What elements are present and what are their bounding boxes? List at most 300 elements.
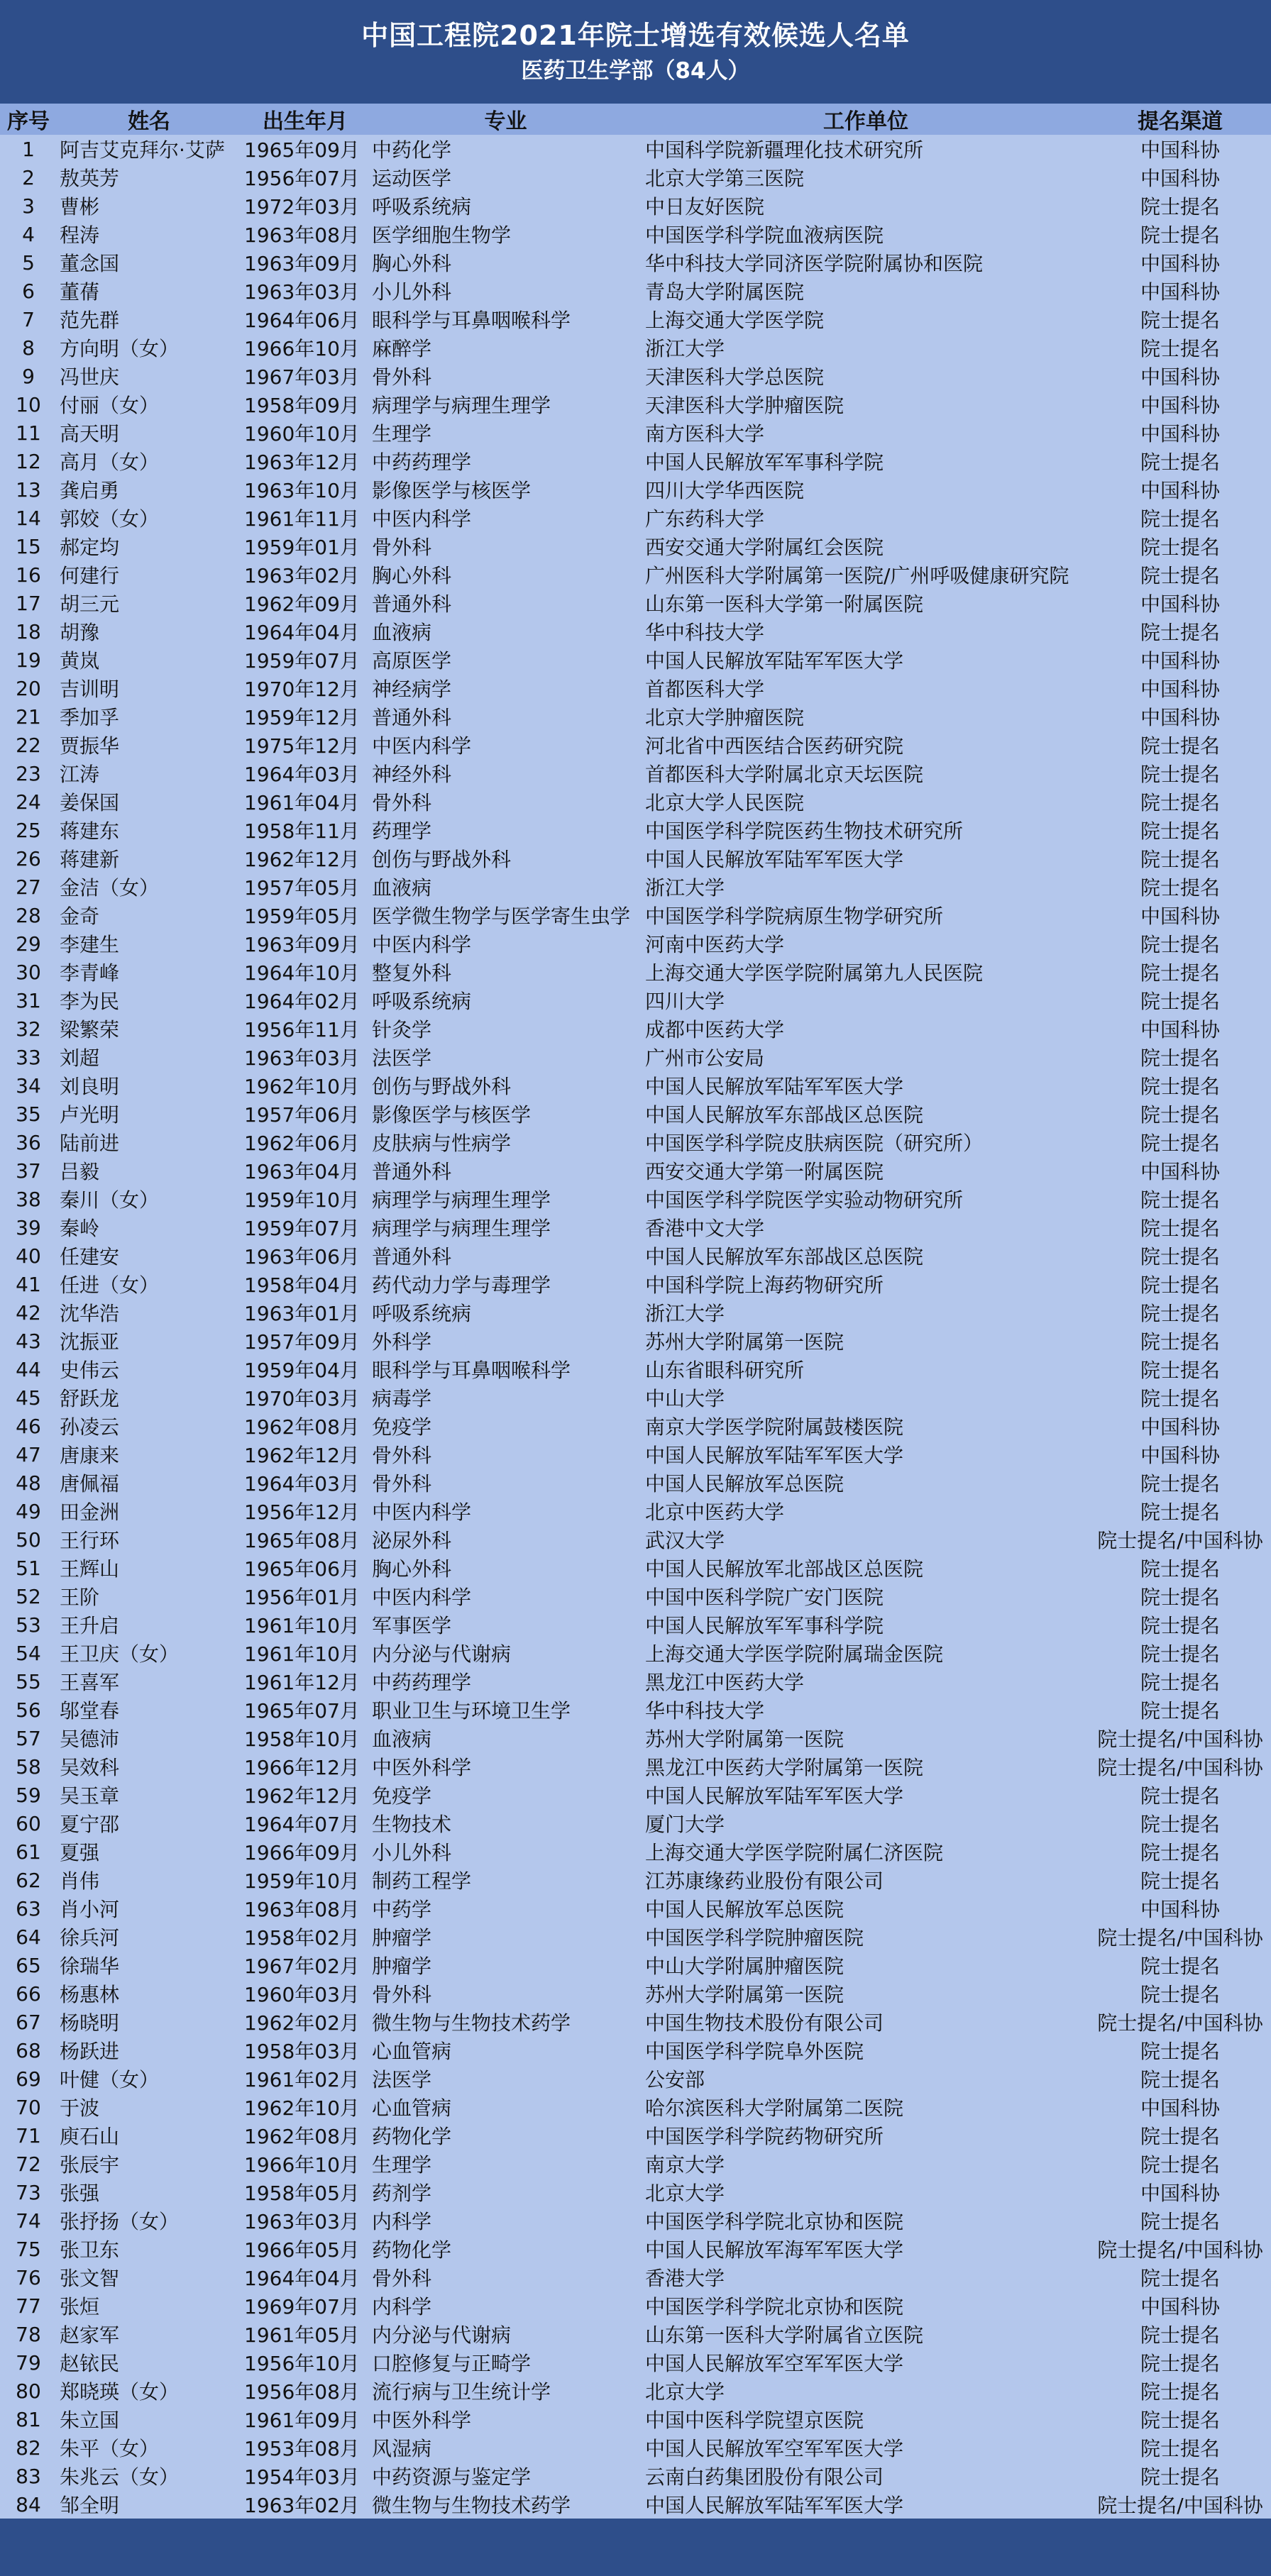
row-number: 71 — [16, 2123, 41, 2147]
row-number: 41 — [16, 1272, 41, 1296]
table-row — [0, 1837, 1271, 1866]
birth-date: 1961年11月 — [244, 507, 360, 531]
table-row — [0, 1752, 1271, 1781]
workplace: 中山大学附属肿瘤医院 — [645, 1955, 844, 1978]
birth-date: 1958年02月 — [244, 1926, 360, 1950]
workplace: 广州医科大学附属第一医院/广州呼吸健康研究院 — [645, 564, 1069, 587]
workplace: 北京大学肿瘤医院 — [645, 706, 805, 729]
row-number: 57 — [16, 1726, 41, 1750]
column-header-channel: 提名渠道 — [1138, 109, 1223, 134]
candidate-name: 黄岚 — [60, 649, 100, 673]
major: 眼科学与耳鼻咽喉科学 — [372, 1359, 571, 1382]
major: 小儿外科 — [372, 280, 452, 304]
workplace: 上海交通大学医学院附属第九人民医院 — [645, 961, 984, 985]
nomination-channel: 院士提名 — [1140, 961, 1220, 985]
nomination-channel: 院士提名 — [1140, 536, 1220, 559]
nomination-channel: 院士提名 — [1140, 1472, 1220, 1496]
candidate-name: 李为民 — [60, 990, 120, 1013]
workplace: 天津医科大学肿瘤医院 — [645, 394, 844, 417]
page-header — [0, 0, 1271, 104]
workplace: 华中科技大学 — [645, 621, 765, 644]
candidate-name: 梁繁荣 — [60, 1018, 120, 1041]
workplace: 北京大学 — [645, 2380, 725, 2404]
nomination-channel: 院士提名 — [1140, 2210, 1220, 2233]
candidate-name: 贾振华 — [60, 734, 120, 758]
table-row — [0, 1298, 1271, 1327]
nomination-channel: 院士提名 — [1140, 450, 1220, 474]
candidate-name: 庾石山 — [60, 2125, 120, 2148]
major: 免疫学 — [372, 1415, 432, 1439]
workplace: 北京大学 — [645, 2182, 725, 2205]
candidate-name: 杨晓明 — [60, 2011, 120, 2035]
birth-date: 1963年03月 — [244, 1046, 360, 1070]
nomination-channel: 院士提名 — [1140, 1217, 1220, 1240]
birth-date: 1958年03月 — [244, 2040, 360, 2063]
row-number: 37 — [16, 1159, 41, 1183]
nomination-channel: 院士提名 — [1140, 2153, 1220, 2177]
birth-date: 1959年12月 — [244, 706, 360, 729]
candidate-name: 吴玉章 — [60, 1784, 120, 1808]
nomination-channel: 院士提名 — [1140, 876, 1220, 900]
workplace: 中国人民解放军陆军军医大学 — [645, 1784, 904, 1808]
birth-date: 1962年02月 — [244, 2011, 360, 2035]
birth-date: 1959年07月 — [244, 1217, 360, 1240]
row-number: 52 — [16, 1584, 41, 1608]
workplace: 中国生物技术股份有限公司 — [645, 2011, 884, 2035]
birth-date: 1957年09月 — [244, 1330, 360, 1354]
table-row — [0, 532, 1271, 560]
row-number: 33 — [16, 1045, 41, 1069]
candidate-name: 李建生 — [60, 933, 120, 956]
nomination-channel: 中国科协 — [1140, 905, 1220, 928]
workplace: 南方医科大学 — [645, 422, 765, 446]
candidate-name: 夏宁邵 — [60, 1813, 120, 1836]
nomination-channel: 院士提名 — [1140, 1869, 1220, 1893]
candidate-name: 田金洲 — [60, 1500, 120, 1524]
major: 呼吸系统病 — [372, 990, 472, 1013]
major: 免疫学 — [372, 1784, 432, 1808]
birth-date: 1966年05月 — [244, 2238, 360, 2262]
row-number: 44 — [16, 1357, 41, 1381]
candidate-name: 蒋建东 — [60, 819, 120, 843]
major: 中医内科学 — [372, 1500, 472, 1524]
major: 制药工程学 — [372, 1869, 472, 1893]
table-row — [0, 2008, 1271, 2036]
birth-date: 1959年04月 — [244, 1359, 360, 1382]
candidate-name: 刘超 — [60, 1046, 100, 1070]
candidate-name: 姜保国 — [60, 791, 120, 814]
nomination-channel: 院士提名 — [1140, 1671, 1220, 1694]
candidate-name: 王辉山 — [60, 1557, 120, 1581]
workplace: 华中科技大学 — [645, 1699, 765, 1723]
major: 外科学 — [372, 1330, 432, 1354]
row-number: 24 — [16, 790, 41, 814]
row-number: 26 — [16, 846, 41, 870]
table-row — [0, 2121, 1271, 2150]
major: 内科学 — [372, 2295, 432, 2318]
workplace: 首都医科大学 — [645, 678, 765, 701]
workplace: 中国医学科学院皮肤病医院（研究所） — [645, 1132, 984, 1155]
table-row — [0, 1213, 1271, 1242]
workplace: 中日友好医院 — [645, 195, 765, 219]
major: 胸心外科 — [372, 1557, 452, 1581]
candidate-name: 刘良明 — [60, 1075, 120, 1098]
major: 整复外科 — [372, 961, 452, 985]
candidate-name: 王喜军 — [60, 1671, 120, 1694]
candidate-name: 唐康来 — [60, 1444, 120, 1467]
table-row — [0, 2093, 1271, 2121]
candidate-name: 范先群 — [60, 309, 120, 332]
birth-date: 1964年10月 — [244, 961, 360, 985]
workplace: 西安交通大学附属红会医院 — [645, 536, 884, 559]
table-row — [0, 192, 1271, 220]
birth-date: 1961年04月 — [244, 791, 360, 814]
workplace: 黑龙江中医药大学附属第一医院 — [645, 1756, 924, 1779]
workplace: 上海交通大学医学院 — [645, 309, 825, 332]
workplace: 中国医学科学院北京协和医院 — [645, 2295, 904, 2318]
row-number: 74 — [16, 2209, 41, 2233]
candidate-name: 朱兆云（女） — [60, 2465, 180, 2489]
candidate-name: 于波 — [60, 2096, 100, 2120]
nomination-channel: 中国科协 — [1140, 1415, 1220, 1439]
row-number: 64 — [16, 1925, 41, 1949]
major: 心血管病 — [372, 2096, 452, 2120]
table-row — [0, 2178, 1271, 2206]
workplace: 西安交通大学第一附属医院 — [645, 1160, 884, 1183]
table-row — [0, 2377, 1271, 2405]
table-row — [0, 2462, 1271, 2490]
nomination-channel: 院士提名/中国科协 — [1097, 2011, 1263, 2035]
birth-date: 1964年04月 — [244, 2267, 360, 2290]
workplace: 香港大学 — [645, 2267, 725, 2290]
workplace: 中国人民解放军陆军军医大学 — [645, 2494, 904, 2517]
page-footer — [0, 2519, 1271, 2576]
workplace: 中国医学科学院医药生物技术研究所 — [645, 819, 964, 843]
major: 骨外科 — [372, 1444, 432, 1467]
workplace: 河北省中西医结合医药研究院 — [645, 734, 904, 758]
workplace: 浙江大学 — [645, 876, 725, 900]
candidate-name: 任建安 — [60, 1245, 120, 1268]
workplace: 四川大学 — [645, 990, 725, 1013]
workplace: 中国医学科学院药物研究所 — [645, 2125, 884, 2148]
row-number: 17 — [16, 591, 41, 615]
workplace: 山东省眼科研究所 — [645, 1359, 805, 1382]
nomination-channel: 院士提名 — [1140, 1359, 1220, 1382]
major: 流行病与卫生统计学 — [372, 2380, 551, 2404]
major: 骨外科 — [372, 536, 432, 559]
workplace: 中国医学科学院北京协和医院 — [645, 2210, 904, 2233]
major: 皮肤病与性病学 — [372, 1132, 512, 1155]
workplace: 中国医学科学院阜外医院 — [645, 2040, 864, 2063]
workplace: 青岛大学附属医院 — [645, 280, 805, 304]
row-number: 21 — [16, 704, 41, 729]
table-row — [0, 2405, 1271, 2433]
table-row — [0, 1525, 1271, 1554]
birth-date: 1961年02月 — [244, 2068, 360, 2091]
birth-date: 1961年12月 — [244, 1671, 360, 1694]
candidate-name: 吉训明 — [60, 678, 120, 701]
major: 中药资源与鉴定学 — [372, 2465, 532, 2489]
birth-date: 1958年04月 — [244, 1273, 360, 1297]
nomination-channel: 院士提名 — [1140, 2323, 1220, 2347]
birth-date: 1964年03月 — [244, 1472, 360, 1496]
nomination-channel: 院士提名 — [1140, 2465, 1220, 2489]
candidate-name: 吴效科 — [60, 1756, 120, 1779]
nomination-channel: 院士提名 — [1140, 1955, 1220, 1978]
nomination-channel: 院士提名 — [1140, 195, 1220, 219]
birth-date: 1954年03月 — [244, 2465, 360, 2489]
candidate-table-body — [0, 135, 1271, 2519]
major: 中药药理学 — [372, 450, 472, 474]
workplace: 苏州大学附属第一医院 — [645, 1330, 844, 1354]
birth-date: 1960年10月 — [244, 422, 360, 446]
table-row — [0, 362, 1271, 390]
nomination-channel: 院士提名 — [1140, 763, 1220, 786]
birth-date: 1963年02月 — [244, 564, 360, 587]
table-row — [0, 1866, 1271, 1894]
row-number: 62 — [16, 1868, 41, 1892]
birth-date: 1953年08月 — [244, 2437, 360, 2460]
candidate-name: 胡三元 — [60, 592, 120, 616]
workplace: 云南白药集团股份有限公司 — [645, 2465, 884, 2489]
nomination-channel: 院士提名 — [1140, 1273, 1220, 1297]
candidate-name: 董蒨 — [60, 280, 100, 304]
candidate-name: 蒋建新 — [60, 848, 120, 871]
table-row — [0, 929, 1271, 958]
workplace: 公安部 — [645, 2068, 705, 2091]
birth-date: 1958年11月 — [244, 819, 360, 843]
workplace: 天津医科大学总医院 — [645, 365, 825, 389]
workplace: 北京大学第三医院 — [645, 167, 805, 190]
workplace: 武汉大学 — [645, 1529, 725, 1552]
row-number: 3 — [22, 194, 35, 218]
birth-date: 1959年07月 — [244, 649, 360, 673]
table-row — [0, 1724, 1271, 1752]
row-number: 2 — [22, 165, 35, 189]
nomination-channel: 中国科协 — [1140, 422, 1220, 446]
candidate-name: 赵家军 — [60, 2323, 120, 2347]
birth-date: 1956年11月 — [244, 1018, 360, 1041]
major: 生理学 — [372, 422, 432, 446]
workplace: 广州市公安局 — [645, 1046, 765, 1070]
major: 骨外科 — [372, 1472, 432, 1496]
workplace: 中国科学院新疆理化技术研究所 — [645, 138, 924, 162]
row-number: 27 — [16, 875, 41, 899]
major: 生物技术 — [372, 1813, 452, 1836]
row-number: 12 — [16, 449, 41, 473]
row-number: 59 — [16, 1783, 41, 1807]
major: 中药学 — [372, 1898, 432, 1921]
table-row — [0, 1582, 1271, 1610]
nomination-channel: 中国科协 — [1140, 1444, 1220, 1467]
table-row — [0, 2490, 1271, 2519]
major: 胸心外科 — [372, 564, 452, 587]
table-row — [0, 2206, 1271, 2235]
major: 高原医学 — [372, 649, 452, 673]
workplace: 中国中医科学院广安门医院 — [645, 1586, 884, 1609]
major: 法医学 — [372, 1046, 432, 1070]
candidate-name: 吕毅 — [60, 1160, 100, 1183]
major: 病理学与病理生理学 — [372, 1217, 551, 1240]
birth-date: 1962年12月 — [244, 1784, 360, 1808]
table-row — [0, 390, 1271, 419]
column-header-major: 专业 — [484, 109, 527, 134]
candidate-name: 孙凌云 — [60, 1415, 120, 1439]
major: 骨外科 — [372, 365, 432, 389]
workplace: 河南中医药大学 — [645, 933, 785, 956]
candidate-name: 何建行 — [60, 564, 120, 587]
row-number: 18 — [16, 619, 41, 643]
candidate-name: 郝定均 — [60, 536, 120, 559]
nomination-channel: 院士提名 — [1140, 819, 1220, 843]
candidate-name: 史伟云 — [60, 1359, 120, 1382]
nomination-channel: 院士提名 — [1140, 1557, 1220, 1581]
table-row — [0, 844, 1271, 873]
table-row — [0, 2150, 1271, 2178]
major: 骨外科 — [372, 791, 432, 814]
birth-date: 1975年12月 — [244, 734, 360, 758]
candidate-name: 张辰宇 — [60, 2153, 120, 2177]
table-row — [0, 2433, 1271, 2462]
workplace: 首都医科大学附属北京天坛医院 — [645, 763, 924, 786]
table-row — [0, 1469, 1271, 1497]
major: 普通外科 — [372, 1160, 452, 1183]
table-row — [0, 305, 1271, 333]
birth-date: 1956年12月 — [244, 1500, 360, 1524]
workplace: 中国人民解放军总医院 — [645, 1898, 844, 1921]
candidate-name: 郑晓瑛（女） — [60, 2380, 180, 2404]
birth-date: 1957年05月 — [244, 876, 360, 900]
row-number: 1 — [22, 137, 35, 161]
workplace: 中国人民解放军陆军军医大学 — [645, 1444, 904, 1467]
workplace: 中国医学科学院医学实验动物研究所 — [645, 1188, 964, 1212]
nomination-channel: 院士提名/中国科协 — [1097, 1529, 1263, 1552]
nomination-channel: 院士提名 — [1140, 2040, 1220, 2063]
workplace: 南京大学医学院附属鼓楼医院 — [645, 1415, 904, 1439]
candidate-name: 沈振亚 — [60, 1330, 120, 1354]
major: 法医学 — [372, 2068, 432, 2091]
major: 药理学 — [372, 819, 432, 843]
nomination-channel: 中国科协 — [1140, 706, 1220, 729]
table-row — [0, 163, 1271, 192]
workplace: 中国人民解放军北部战区总医院 — [645, 1557, 924, 1581]
nomination-channel: 院士提名 — [1140, 2437, 1220, 2460]
nomination-channel: 院士提名/中国科协 — [1097, 2238, 1263, 2262]
nomination-channel: 院士提名 — [1140, 1586, 1220, 1609]
nomination-channel: 中国科协 — [1140, 649, 1220, 673]
table-row — [0, 759, 1271, 787]
major: 风湿病 — [372, 2437, 432, 2460]
workplace: 中国中医科学院望京医院 — [645, 2409, 864, 2432]
nomination-channel: 中国科协 — [1140, 1018, 1220, 1041]
table-row — [0, 248, 1271, 277]
nomination-channel: 院士提名/中国科协 — [1097, 1728, 1263, 1751]
table-row — [0, 2064, 1271, 2093]
birth-date: 1966年10月 — [244, 2153, 360, 2177]
row-number: 50 — [16, 1527, 41, 1552]
candidate-name: 张抒扬（女） — [60, 2210, 180, 2233]
birth-date: 1958年05月 — [244, 2182, 360, 2205]
nomination-channel: 中国科协 — [1140, 678, 1220, 701]
nomination-channel: 院士提名/中国科协 — [1097, 1926, 1263, 1950]
row-number: 9 — [22, 364, 35, 388]
birth-date: 1964年02月 — [244, 990, 360, 1013]
row-number: 47 — [16, 1442, 41, 1466]
major: 普通外科 — [372, 592, 452, 616]
candidate-name: 秦川（女） — [60, 1188, 160, 1212]
row-number: 69 — [16, 2067, 41, 2091]
nomination-channel: 中国科协 — [1140, 1160, 1220, 1183]
table-row — [0, 220, 1271, 248]
row-number: 28 — [16, 903, 41, 927]
nomination-channel: 院士提名 — [1140, 990, 1220, 1013]
major: 影像医学与核医学 — [372, 1103, 532, 1127]
row-number: 49 — [16, 1499, 41, 1523]
row-number: 60 — [16, 1811, 41, 1835]
workplace: 山东第一医科大学第一附属医院 — [645, 592, 924, 616]
table-row — [0, 1667, 1271, 1696]
table-row — [0, 1923, 1271, 1951]
birth-date: 1966年12月 — [244, 1756, 360, 1779]
table-row — [0, 1327, 1271, 1355]
workplace: 南京大学 — [645, 2153, 725, 2177]
birth-date: 1962年08月 — [244, 1415, 360, 1439]
table-row — [0, 1696, 1271, 1724]
candidate-name: 张强 — [60, 2182, 100, 2205]
table-row — [0, 1554, 1271, 1582]
birth-date: 1960年03月 — [244, 1983, 360, 2006]
row-number: 20 — [16, 676, 41, 700]
birth-date: 1962年08月 — [244, 2125, 360, 2148]
major: 眼科学与耳鼻咽喉科学 — [372, 309, 571, 332]
row-number: 56 — [16, 1698, 41, 1722]
nomination-channel: 中国科协 — [1140, 2182, 1220, 2205]
workplace: 中国人民解放军空军军医大学 — [645, 2352, 904, 2375]
candidate-name: 王卫庆（女） — [60, 1642, 180, 1666]
row-number: 79 — [16, 2350, 41, 2375]
workplace: 中国科学院上海药物研究所 — [645, 1273, 884, 1297]
nomination-channel: 中国科协 — [1140, 394, 1220, 417]
nomination-channel: 院士提名 — [1140, 1302, 1220, 1325]
candidate-name: 徐兵河 — [60, 1926, 120, 1950]
birth-date: 1963年10月 — [244, 479, 360, 502]
birth-date: 1959年01月 — [244, 536, 360, 559]
major: 普通外科 — [372, 706, 452, 729]
nomination-channel: 院士提名 — [1140, 507, 1220, 531]
candidate-name: 陆前进 — [60, 1132, 120, 1155]
major: 中医内科学 — [372, 507, 472, 531]
row-number: 34 — [16, 1073, 41, 1098]
candidate-name: 张文智 — [60, 2267, 120, 2290]
table-row — [0, 1185, 1271, 1213]
birth-date: 1961年10月 — [244, 1614, 360, 1637]
table-row — [0, 447, 1271, 475]
row-number: 78 — [16, 2322, 41, 2346]
workplace: 浙江大学 — [645, 1302, 725, 1325]
birth-date: 1963年12月 — [244, 450, 360, 474]
birth-date: 1962年12月 — [244, 848, 360, 871]
major: 军事医学 — [372, 1614, 452, 1637]
nomination-channel: 院士提名/中国科协 — [1097, 2494, 1263, 2517]
candidate-name: 张卫东 — [60, 2238, 120, 2262]
table-row — [0, 1071, 1271, 1100]
workplace: 哈尔滨医科大学附属第二医院 — [645, 2096, 904, 2120]
candidate-name: 曹彬 — [60, 195, 100, 219]
table-row — [0, 504, 1271, 532]
row-number: 83 — [16, 2464, 41, 2488]
table-row — [0, 2263, 1271, 2292]
workplace: 北京大学人民医院 — [645, 791, 805, 814]
